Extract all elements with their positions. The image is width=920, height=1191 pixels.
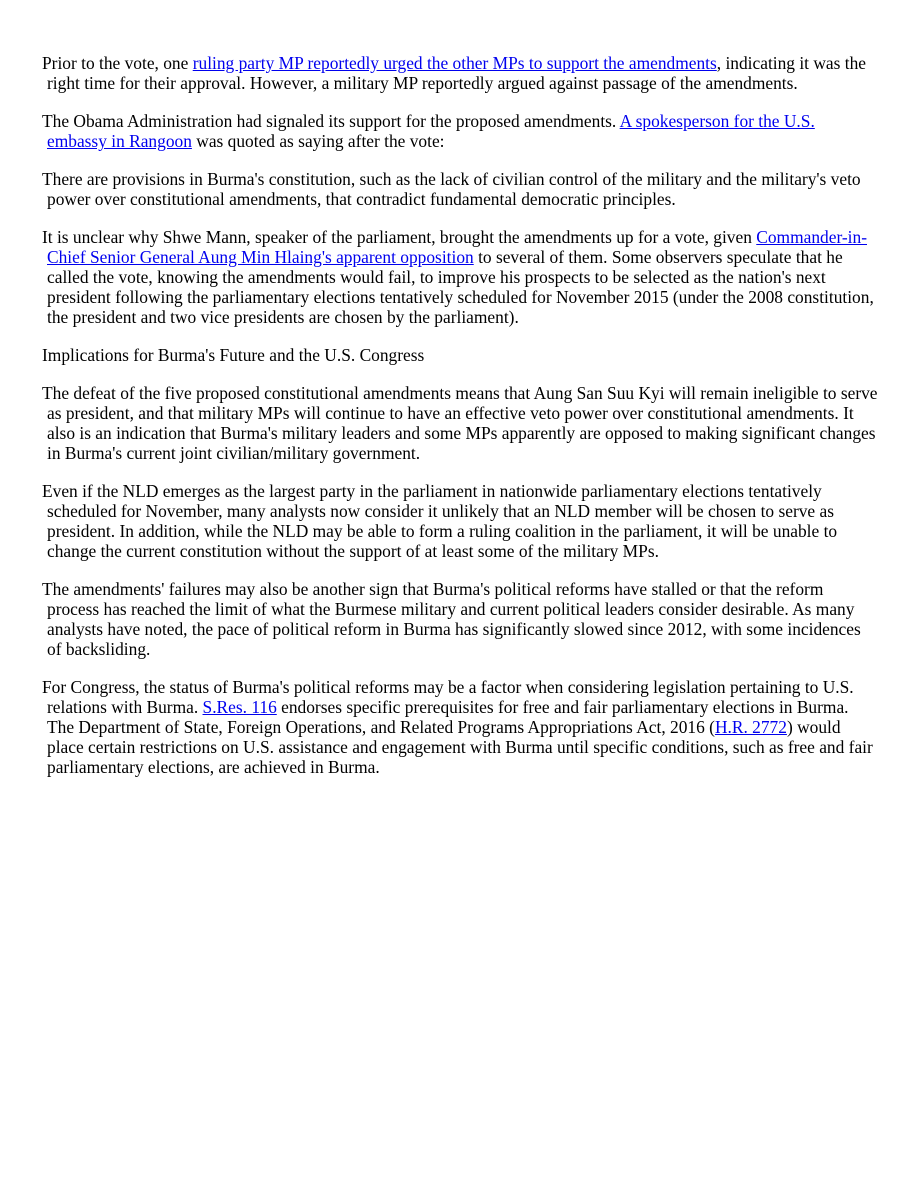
link-ruling-party-mp[interactable]: ruling party MP reportedly urged the other MPs to support the amendments [192, 53, 717, 73]
paragraph-text: It is unclear why Shwe Mann, speaker of the parliament, brought the amendments up for a vote, given [42, 227, 757, 247]
paragraph-text: The Obama Administration had signaled its support for the proposed amendments. [42, 111, 620, 131]
paragraph-nld [42, 481, 878, 561]
paragraph-text: Prior to the vote, one [42, 53, 193, 73]
paragraph-text: The amendments' failures may also be another sign that Burma's political reforms have stalled or that the reform process has reached the limit of what the Burmese military and current political leaders consider desirable. As many analysts have noted, the pace of political reform in Burma has significantly slowed since 2012, with some incidences of backsliding. [42, 579, 861, 659]
paragraph-reforms-stalled [42, 579, 878, 659]
paragraph-shwe-mann [42, 227, 878, 327]
paragraph-text: to several of them. Some observers speculate that he called the vote, knowing the amendments would fail, to improve his prospects to be selected as the nation's next president following the parliamentary elections tentatively scheduled for November 2015 (under the 2008 constitution, the president and two vice presidents are chosen by the parliament). [47, 247, 874, 327]
link-embassy-spokesperson[interactable]: A spokesperson for the U.S. embassy in Rangoon [47, 111, 815, 151]
paragraph-text: Even if the NLD emerges as the largest party in the parliament in nationwide parliamentary elections tentatively scheduled for November, many analysts now consider it unlikely that an NLD member will be chosen to serve as president. In addition, while the NLD may be able to form a ruling coalition in the parliament, it will be unable to change the current constitution without the support of at least some of the military MPs. [42, 481, 838, 561]
paragraph-text: For Congress, the status of Burma's political reforms may be a factor when considering legislation pertaining to U.S. relations with Burma. [42, 677, 854, 717]
paragraph-text: was quoted as saying after the vote: [191, 131, 445, 151]
paragraph-quote [42, 169, 878, 209]
paragraph-obama-administration [42, 111, 878, 151]
paragraph-text: endorses specific prerequisites for free and fair parliamentary elections in Burma. The Department of State, Foreign Operations, and Related Programs Appropriations Act, 2016 ( [47, 697, 849, 737]
paragraph-text: , indicating it was the right time for their approval. However, a military MP reportedly argued against passage of the amendments. [47, 53, 867, 93]
link-sres-116[interactable]: S.Res. 116 [202, 697, 277, 717]
link-commander-in-chief[interactable]: Commander-in-Chief Senior General Aung Min Hlaing's apparent opposition [47, 227, 867, 267]
paragraph-defeat [42, 383, 878, 463]
paragraph-congress [42, 677, 878, 777]
paragraph-text: The defeat of the five proposed constitutional amendments means that Aung San Suu Kyi will remain ineligible to serve as president, and that military MPs will continue to have an effective veto power over constitutional amendments. It also is an indication that Burma's military leaders and some MPs apparently are opposed to making significant changes in Burma's current joint civilian/military government. [42, 383, 878, 463]
paragraph-vote-prior [42, 53, 878, 93]
section-heading: Implications for Burma's Future and the U.S. Congress [42, 345, 425, 365]
document-body [42, 53, 878, 795]
paragraph-text: ) would place certain restrictions on U.S. assistance and engagement with Burma until specific conditions, such as free and fair parliamentary elections, are achieved in Burma. [47, 717, 873, 777]
paragraph-text: There are provisions in Burma's constitution, such as the lack of civilian control of the military and the military's veto power over constitutional amendments, that contradict fundamental democratic principles. [42, 169, 861, 209]
link-hr-2772[interactable]: H.R. 2772 [714, 717, 787, 737]
